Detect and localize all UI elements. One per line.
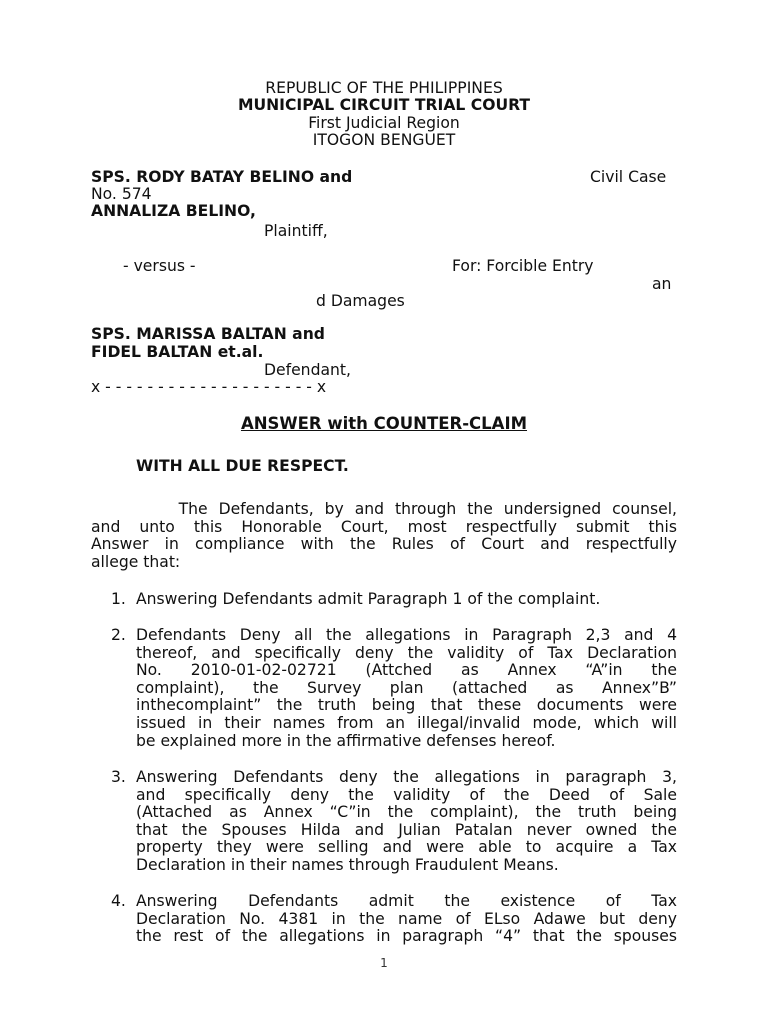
list-item-number: 2.	[111, 626, 126, 644]
list-item-body	[136, 769, 677, 875]
list-item-number: 3.	[111, 768, 126, 786]
list-item-line: Answering Defendants deny the allegations in paragraph 3,	[136, 768, 677, 786]
list-item-line: and specifically deny the validity of the Deed of Sale	[136, 785, 677, 804]
plaintiff-name-line2: ANNALIZA BELINO,	[91, 202, 256, 220]
list-item-line: Declaration No. 4381 in the name of ELso Adawe but deny	[136, 909, 677, 928]
list-item-line: inthecomplaint” the truth being that these documents were	[136, 696, 677, 715]
nature-of-action: For: Forcible Entry	[452, 257, 594, 275]
list-item-line: that the Spouses Hilda and Julian Patalan never owned the	[136, 820, 677, 839]
case-label: Civil Case	[590, 168, 667, 186]
intro-line: The Defendants, by and through the undersigned counsel,	[91, 500, 677, 518]
defendant-role: Defendant,	[264, 361, 351, 379]
versus-text: - versus -	[123, 257, 196, 275]
list-item-line: Answering Defendants admit the existence of Tax	[136, 892, 677, 910]
list-item-body	[136, 627, 677, 750]
intro-line: and unto this Honorable Court, most respectfully submit this	[91, 517, 677, 536]
list-item-line: the rest of the allegations in paragraph “4” that the spouses	[136, 927, 677, 946]
nature-of-action-cont2: d Damages	[316, 292, 405, 310]
defendant-name-line1: SPS. MARISSA BALTAN and	[91, 325, 325, 343]
list-item-number: 1.	[111, 590, 126, 608]
list-item-number: 4.	[111, 892, 126, 910]
list-item-line: property they were selling and were able to acquire a Tax	[136, 838, 677, 857]
list-item-body	[136, 591, 677, 609]
list-item-line: be explained more in the affirmative defenses hereof.	[136, 731, 556, 750]
list-item-line: issued in their names from an illegal/invalid mode, which will	[136, 713, 677, 732]
page-number: 1	[380, 956, 388, 970]
list-item-line: (Attached as Annex “C”in the complaint), the truth being	[136, 803, 677, 822]
list-item-line: thereof, and specifically deny the validity of Tax Declaration	[136, 643, 677, 662]
list-item-line: Defendants Deny all the allegations in Paragraph 2,3 and 4	[136, 626, 677, 644]
plaintiff-name-line1: SPS. RODY BATAY BELINO and	[91, 168, 353, 186]
plaintiff-role: Plaintiff,	[264, 222, 328, 240]
region-heading: First Judicial Region	[308, 114, 460, 132]
list-item-body	[136, 893, 677, 946]
document-title: ANSWER with COUNTER-CLAIM	[240, 414, 528, 433]
list-item-line: Declaration in their names through Fraudulent Means.	[136, 855, 559, 874]
place-heading: ITOGON BENGUET	[312, 131, 456, 149]
list-item-line: Answering Defendants admit Paragraph 1 of the complaint.	[136, 590, 601, 608]
republic-heading: REPUBLIC OF THE PHILIPPINES	[265, 79, 503, 97]
intro-paragraph	[91, 501, 677, 571]
intro-line: allege that:	[91, 552, 181, 571]
list-item-line: complaint), the Survey plan (attached as Annex”B”	[136, 678, 677, 697]
salutation: WITH ALL DUE RESPECT.	[136, 457, 349, 475]
list-item-line: No. 2010-01-02-02721 (Attched as Annex “A”in the	[136, 661, 677, 680]
caption-separator: x - - - - - - - - - - - - - - - - - - - - x	[91, 378, 327, 396]
intro-line: Answer in compliance with the Rules of Court and respectfully	[91, 535, 677, 554]
nature-of-action-cont1: an	[652, 275, 672, 293]
case-number: No. 574	[91, 185, 152, 203]
court-heading: MUNICIPAL CIRCUIT TRIAL COURT	[237, 96, 531, 114]
defendant-name-line2: FIDEL BALTAN et.al.	[91, 343, 264, 361]
